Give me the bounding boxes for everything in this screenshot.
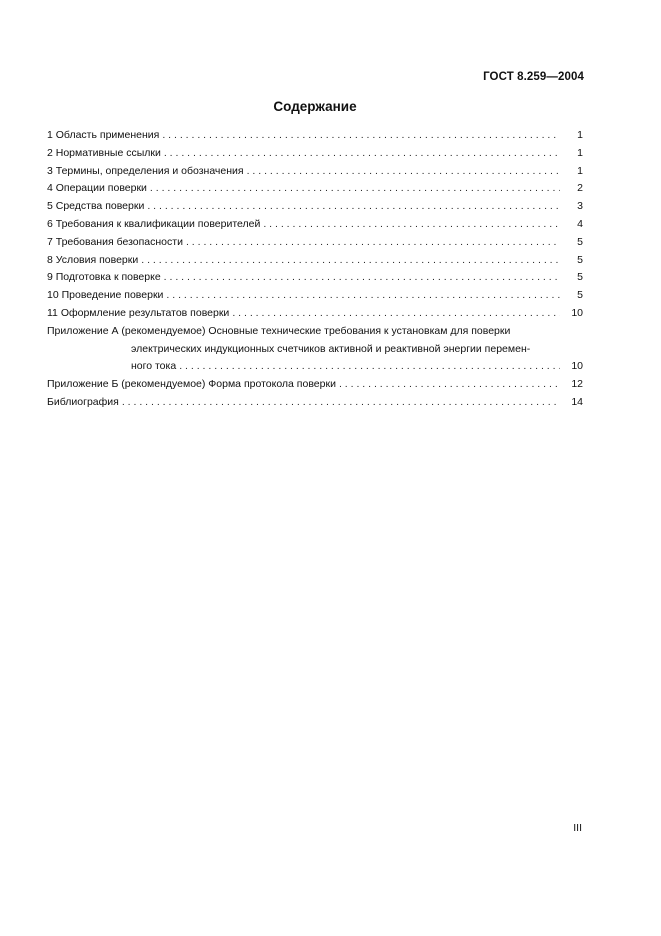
toc-leader-dots [263, 216, 560, 234]
toc-entry-text: 2 Нормативные ссылки [47, 146, 161, 159]
toc-entry-text: 8 Условия поверки [47, 253, 139, 266]
toc-entry-page: 10 [571, 306, 583, 319]
toc-appendix-b[interactable] [47, 376, 583, 394]
toc-entry-page: 2 [577, 182, 583, 195]
toc-entry-text: электрических индукционных счетчиков активной и реактивной энергии перемен- [131, 342, 531, 355]
toc-entry[interactable] [47, 269, 583, 287]
toc-entry[interactable] [47, 145, 583, 163]
toc-entry[interactable] [47, 252, 583, 270]
toc-entry[interactable] [47, 198, 583, 216]
toc-entry-text: 3 Термины, определения и обозначения [47, 164, 244, 177]
toc-entry-page: 4 [577, 217, 583, 230]
toc-leader-dots [232, 305, 560, 323]
toc-entry[interactable] [47, 127, 583, 145]
toc-entry[interactable] [47, 234, 583, 252]
toc-entry-page: 5 [577, 253, 583, 266]
toc-entry-page: 1 [577, 146, 583, 159]
toc-leader-dots [166, 287, 560, 305]
toc-leader-dots [179, 358, 560, 376]
toc-entry[interactable] [47, 163, 583, 181]
toc-entry-text: 1 Область применения [47, 129, 160, 141]
toc-entry-text: 11 Оформление результатов поверки [47, 306, 230, 319]
toc-entry-text: 10 Проведение поверки [47, 289, 164, 302]
toc-entry[interactable] [47, 180, 583, 198]
toc-entry-page: 5 [577, 289, 583, 302]
toc-appendix-a-line1[interactable] [47, 323, 583, 341]
toc-entry-text: Приложение А (рекомендуемое) Основные технические требования к установкам для поверки [47, 324, 511, 337]
toc-leader-dots [162, 127, 560, 145]
toc-entry-page: 1 [577, 129, 583, 141]
toc-bibliography[interactable] [47, 394, 583, 412]
toc-entry[interactable] [47, 216, 583, 234]
toc-entry-text: 9 Подготовка к поверке [47, 271, 161, 284]
page-number: III [573, 822, 582, 834]
toc-leader-dots [247, 163, 560, 181]
toc-leader-dots [164, 269, 560, 287]
toc-entry[interactable] [47, 287, 583, 305]
toc-entry-text: Приложение Б (рекомендуемое) Форма протокола поверки [47, 378, 336, 391]
toc-leader-dots [339, 376, 560, 394]
toc-entry-text: 7 Требования безопасности [47, 235, 183, 248]
toc-leader-dots [164, 145, 560, 163]
toc-entry-page: 5 [577, 271, 583, 284]
document-code: ГОСТ 8.259—2004 [483, 71, 584, 83]
toc-leader-dots [150, 180, 560, 198]
toc-entry-page: 3 [577, 200, 583, 213]
toc-leader-dots [186, 234, 560, 252]
toc-entry-text: ного тока [131, 360, 177, 373]
toc-title: Содержание [273, 99, 357, 114]
toc-entry-page: 10 [571, 360, 583, 373]
toc-entry-text: 6 Требования к квалификации поверителей [47, 217, 261, 230]
toc-entry-page: 5 [577, 235, 583, 248]
toc-entry-text: Библиография [47, 395, 119, 408]
toc-leader-dots [141, 252, 560, 270]
toc-entry[interactable] [47, 305, 583, 323]
toc-appendix-a-line3[interactable] [47, 358, 583, 376]
toc-leader-dots [147, 198, 560, 216]
table-of-contents [47, 127, 583, 412]
toc-entry-text: 4 Операции поверки [47, 182, 147, 195]
toc-entry-page: 14 [571, 395, 583, 408]
toc-entry-text: 5 Средства поверки [47, 200, 145, 213]
toc-entry-page: 1 [577, 164, 583, 177]
toc-leader-dots [122, 394, 560, 412]
toc-appendix-a-line2[interactable] [47, 341, 583, 359]
toc-entry-page: 12 [571, 378, 583, 391]
